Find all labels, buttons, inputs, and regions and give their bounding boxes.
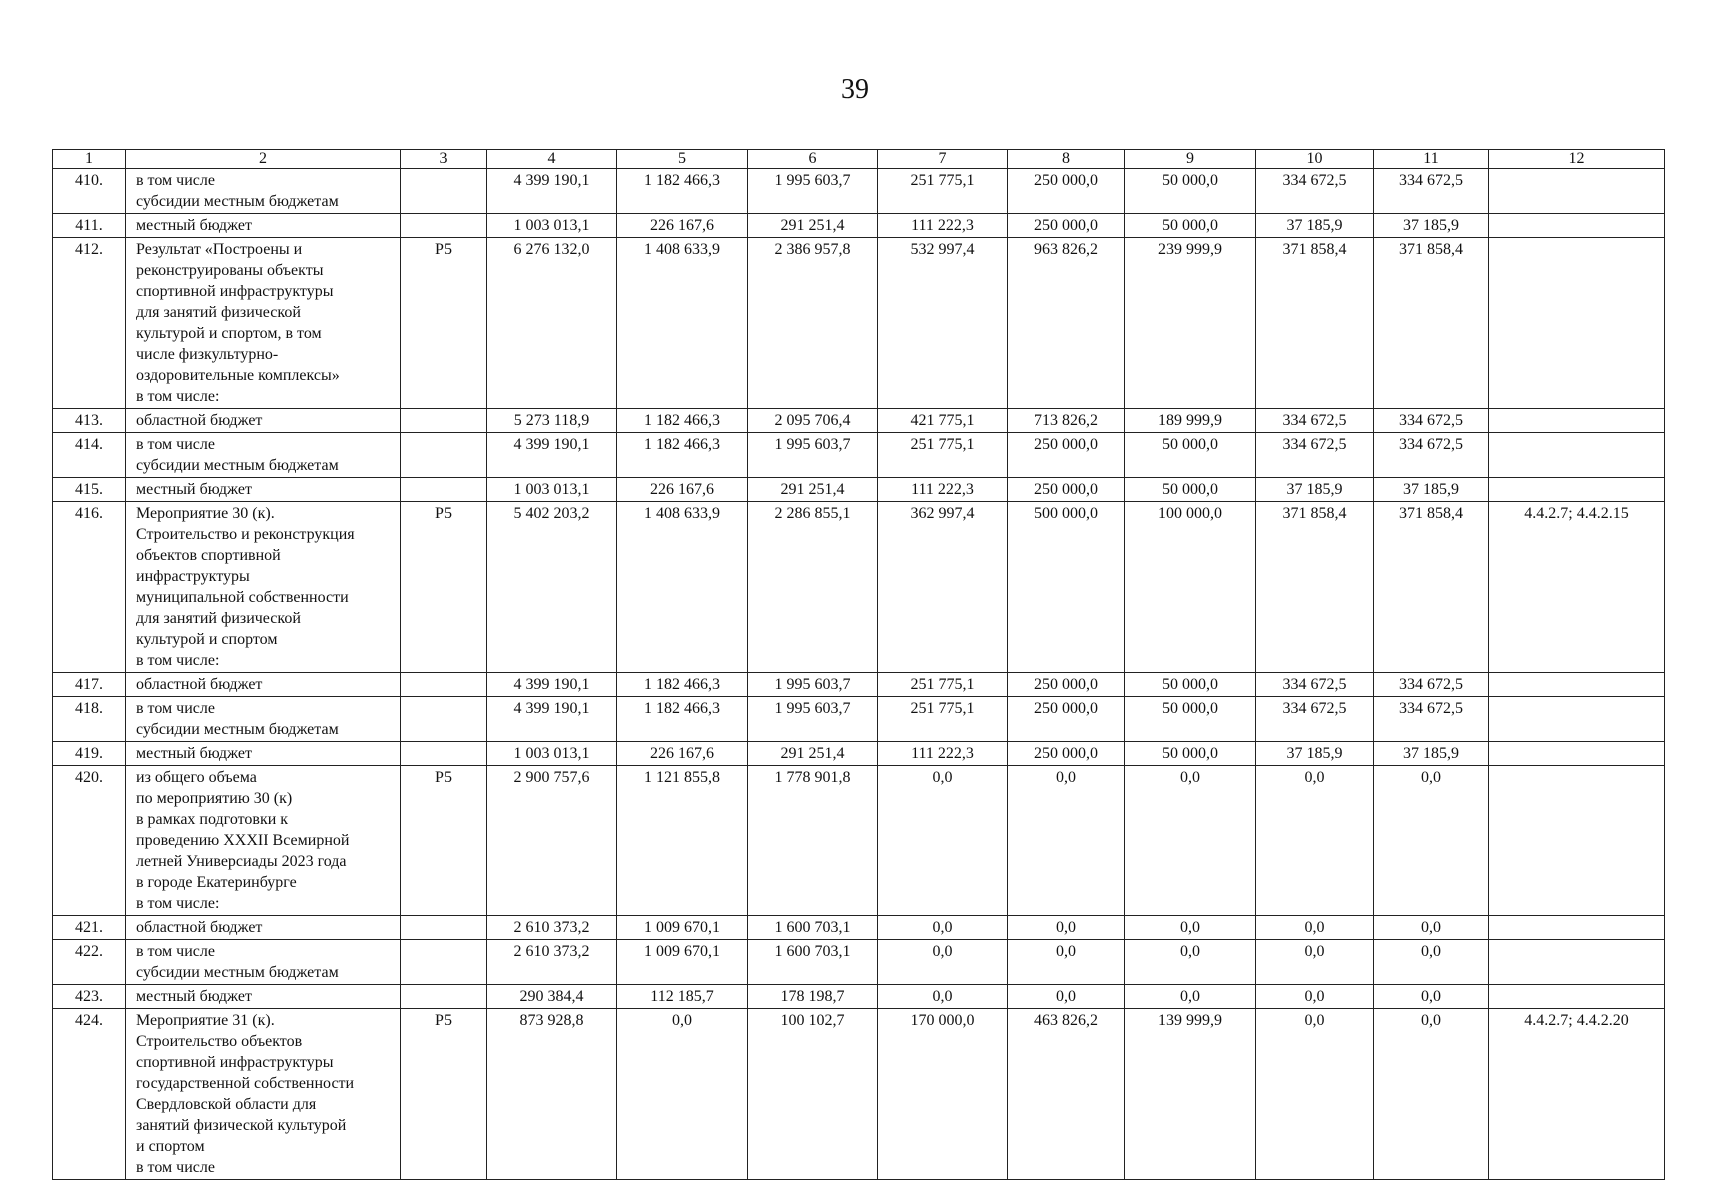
- row-number: 424.: [53, 1009, 126, 1180]
- source-code: P5: [401, 238, 487, 409]
- description-line: в том числе:: [136, 895, 220, 912]
- table-row: [53, 697, 1665, 742]
- value-cell-col-8: 250 000,0: [1008, 742, 1125, 766]
- value-cell-col-4: 4 399 190,1: [487, 169, 617, 214]
- row-number: 420.: [53, 766, 126, 916]
- value-cell-col-10: 0,0: [1256, 1009, 1374, 1180]
- value-cell-col-6: 2 286 855,1: [748, 502, 878, 673]
- description-line: занятий физической культурой: [136, 1117, 347, 1134]
- row-number: 415.: [53, 478, 126, 502]
- row-number: 421.: [53, 916, 126, 940]
- description-line: в том числе: [136, 700, 215, 717]
- table-row: [53, 766, 1665, 916]
- target-indicator-refs: [1489, 985, 1665, 1009]
- value-cell-col-9: 50 000,0: [1125, 214, 1256, 238]
- description-line: областной бюджет: [136, 919, 263, 936]
- source-code: [401, 433, 487, 478]
- source-code: [401, 673, 487, 697]
- value-cell-col-5: 1 009 670,1: [617, 940, 748, 985]
- value-cell-col-6: 100 102,7: [748, 1009, 878, 1180]
- source-code: [401, 985, 487, 1009]
- value-cell-col-11: 371 858,4: [1374, 502, 1489, 673]
- row-description: [126, 940, 401, 985]
- value-cell-col-4: 4 399 190,1: [487, 697, 617, 742]
- target-indicator-refs: [1489, 673, 1665, 697]
- description-line: летней Универсиады 2023 года: [136, 853, 347, 870]
- value-cell-col-9: 0,0: [1125, 916, 1256, 940]
- table-row: [53, 169, 1665, 214]
- table-row: [53, 742, 1665, 766]
- header-row: [53, 150, 1665, 169]
- description-line: в рамках подготовки к: [136, 811, 289, 828]
- value-cell-col-8: 713 826,2: [1008, 409, 1125, 433]
- value-cell-col-4: 873 928,8: [487, 1009, 617, 1180]
- value-cell-col-4: 1 003 013,1: [487, 742, 617, 766]
- table-row: [53, 673, 1665, 697]
- column-header-11: 11: [1374, 150, 1489, 169]
- description-line: Мероприятие 31 (к).: [136, 1012, 275, 1029]
- value-cell-col-7: 0,0: [878, 766, 1008, 916]
- value-cell-col-10: 0,0: [1256, 940, 1374, 985]
- value-cell-col-10: 371 858,4: [1256, 238, 1374, 409]
- value-cell-col-10: 371 858,4: [1256, 502, 1374, 673]
- target-indicator-refs: [1489, 766, 1665, 916]
- value-cell-col-8: 963 826,2: [1008, 238, 1125, 409]
- value-cell-col-10: 37 185,9: [1256, 214, 1374, 238]
- value-cell-col-9: 100 000,0: [1125, 502, 1256, 673]
- table-row: [53, 1009, 1665, 1180]
- description-line: местный бюджет: [136, 988, 252, 1005]
- row-description: [126, 478, 401, 502]
- description-line: в том числе: [136, 1159, 215, 1176]
- value-cell-col-6: 1 995 603,7: [748, 697, 878, 742]
- value-cell-col-5: 226 167,6: [617, 478, 748, 502]
- target-indicator-refs: [1489, 214, 1665, 238]
- column-header-10: 10: [1256, 150, 1374, 169]
- column-header-5: 5: [617, 150, 748, 169]
- description-line: инфраструктуры: [136, 568, 250, 585]
- description-line: проведению XXXII Всемирной: [136, 832, 350, 849]
- description-line: из общего объема: [136, 769, 257, 786]
- target-indicator-refs: [1489, 478, 1665, 502]
- row-number: 410.: [53, 169, 126, 214]
- value-cell-col-9: 0,0: [1125, 985, 1256, 1009]
- target-indicator-refs: 4.4.2.7; 4.4.2.15: [1489, 502, 1665, 673]
- source-code: P5: [401, 502, 487, 673]
- row-number: 417.: [53, 673, 126, 697]
- value-cell-col-5: 1 009 670,1: [617, 916, 748, 940]
- description-line: в том числе: [136, 436, 215, 453]
- source-code: P5: [401, 1009, 487, 1180]
- value-cell-col-10: 334 672,5: [1256, 433, 1374, 478]
- target-indicator-refs: [1489, 238, 1665, 409]
- description-line: субсидии местным бюджетам: [136, 721, 339, 738]
- value-cell-col-7: 251 775,1: [878, 673, 1008, 697]
- description-line: областной бюджет: [136, 412, 263, 429]
- value-cell-col-5: 226 167,6: [617, 214, 748, 238]
- value-cell-col-6: 291 251,4: [748, 478, 878, 502]
- description-line: государственной собственности: [136, 1075, 355, 1092]
- row-description: [126, 169, 401, 214]
- table-row: [53, 238, 1665, 409]
- value-cell-col-10: 0,0: [1256, 766, 1374, 916]
- target-indicator-refs: [1489, 940, 1665, 985]
- description-line: для занятий физической: [136, 304, 301, 321]
- value-cell-col-5: 1 182 466,3: [617, 409, 748, 433]
- table-row: [53, 214, 1665, 238]
- value-cell-col-4: 4 399 190,1: [487, 433, 617, 478]
- description-line: Строительство и реконструкция: [136, 526, 355, 543]
- value-cell-col-11: 37 185,9: [1374, 742, 1489, 766]
- value-cell-col-10: 37 185,9: [1256, 742, 1374, 766]
- description-line: муниципальной собственности: [136, 589, 349, 606]
- value-cell-col-4: 2 610 373,2: [487, 916, 617, 940]
- description-line: Результат «Построены и: [136, 241, 303, 258]
- description-line: по мероприятию 30 (к): [136, 790, 293, 807]
- description-line: в том числе:: [136, 652, 220, 669]
- value-cell-col-6: 1 995 603,7: [748, 433, 878, 478]
- value-cell-col-7: 532 997,4: [878, 238, 1008, 409]
- value-cell-col-9: 50 000,0: [1125, 433, 1256, 478]
- source-code: P5: [401, 766, 487, 916]
- source-code: [401, 478, 487, 502]
- value-cell-col-8: 0,0: [1008, 916, 1125, 940]
- value-cell-col-11: 0,0: [1374, 940, 1489, 985]
- value-cell-col-8: 250 000,0: [1008, 169, 1125, 214]
- value-cell-col-10: 0,0: [1256, 985, 1374, 1009]
- row-number: 413.: [53, 409, 126, 433]
- value-cell-col-4: 5 273 118,9: [487, 409, 617, 433]
- budget-table: [52, 149, 1665, 1180]
- table-row: [53, 478, 1665, 502]
- column-header-9: 9: [1125, 150, 1256, 169]
- value-cell-col-11: 334 672,5: [1374, 697, 1489, 742]
- description-line: Свердловской области для: [136, 1096, 317, 1113]
- value-cell-col-11: 0,0: [1374, 766, 1489, 916]
- row-number: 414.: [53, 433, 126, 478]
- row-description: [126, 697, 401, 742]
- value-cell-col-9: 139 999,9: [1125, 1009, 1256, 1180]
- value-cell-col-9: 0,0: [1125, 940, 1256, 985]
- value-cell-col-6: 291 251,4: [748, 742, 878, 766]
- value-cell-col-5: 1 182 466,3: [617, 433, 748, 478]
- row-description: [126, 766, 401, 916]
- value-cell-col-5: 1 182 466,3: [617, 697, 748, 742]
- value-cell-col-7: 251 775,1: [878, 433, 1008, 478]
- source-code: [401, 940, 487, 985]
- column-header-1: 1: [53, 150, 126, 169]
- row-number: 419.: [53, 742, 126, 766]
- description-line: в том числе: [136, 943, 215, 960]
- column-header-8: 8: [1008, 150, 1125, 169]
- column-header-7: 7: [878, 150, 1008, 169]
- value-cell-col-5: 1 408 633,9: [617, 238, 748, 409]
- description-line: спортивной инфраструктуры: [136, 283, 334, 300]
- row-number: 412.: [53, 238, 126, 409]
- column-header-12: 12: [1489, 150, 1665, 169]
- value-cell-col-6: 2 095 706,4: [748, 409, 878, 433]
- table-row: [53, 502, 1665, 673]
- description-line: областной бюджет: [136, 676, 263, 693]
- value-cell-col-7: 421 775,1: [878, 409, 1008, 433]
- row-description: [126, 916, 401, 940]
- value-cell-col-8: 250 000,0: [1008, 214, 1125, 238]
- source-code: [401, 169, 487, 214]
- budget-table-container: [52, 149, 1664, 1180]
- value-cell-col-8: 0,0: [1008, 985, 1125, 1009]
- value-cell-col-8: 250 000,0: [1008, 433, 1125, 478]
- description-line: местный бюджет: [136, 217, 252, 234]
- value-cell-col-6: 178 198,7: [748, 985, 878, 1009]
- source-code: [401, 697, 487, 742]
- row-description: [126, 1009, 401, 1180]
- value-cell-col-11: 0,0: [1374, 1009, 1489, 1180]
- description-line: числе физкультурно-: [136, 346, 279, 363]
- row-description: [126, 673, 401, 697]
- description-line: и спортом: [136, 1138, 205, 1155]
- value-cell-col-4: 1 003 013,1: [487, 214, 617, 238]
- value-cell-col-8: 0,0: [1008, 940, 1125, 985]
- value-cell-col-7: 362 997,4: [878, 502, 1008, 673]
- description-line: культурой и спортом, в том: [136, 325, 322, 342]
- row-description: [126, 502, 401, 673]
- description-line: для занятий физической: [136, 610, 301, 627]
- description-line: Строительство объектов: [136, 1033, 303, 1050]
- value-cell-col-5: 1 182 466,3: [617, 673, 748, 697]
- column-header-4: 4: [487, 150, 617, 169]
- row-number: 411.: [53, 214, 126, 238]
- value-cell-col-8: 0,0: [1008, 766, 1125, 916]
- table-row: [53, 433, 1665, 478]
- description-line: местный бюджет: [136, 745, 252, 762]
- value-cell-col-6: 291 251,4: [748, 214, 878, 238]
- value-cell-col-7: 111 222,3: [878, 214, 1008, 238]
- table-row: [53, 940, 1665, 985]
- value-cell-col-7: 111 222,3: [878, 742, 1008, 766]
- value-cell-col-8: 463 826,2: [1008, 1009, 1125, 1180]
- description-line: субсидии местным бюджетам: [136, 193, 339, 210]
- value-cell-col-11: 371 858,4: [1374, 238, 1489, 409]
- source-code: [401, 214, 487, 238]
- value-cell-col-5: 112 185,7: [617, 985, 748, 1009]
- target-indicator-refs: [1489, 433, 1665, 478]
- target-indicator-refs: [1489, 169, 1665, 214]
- value-cell-col-11: 334 672,5: [1374, 673, 1489, 697]
- target-indicator-refs: [1489, 409, 1665, 433]
- value-cell-col-11: 0,0: [1374, 916, 1489, 940]
- row-description: [126, 433, 401, 478]
- value-cell-col-11: 334 672,5: [1374, 433, 1489, 478]
- target-indicator-refs: [1489, 916, 1665, 940]
- value-cell-col-4: 2 610 373,2: [487, 940, 617, 985]
- value-cell-col-7: 251 775,1: [878, 697, 1008, 742]
- value-cell-col-6: 1 600 703,1: [748, 940, 878, 985]
- value-cell-col-11: 0,0: [1374, 985, 1489, 1009]
- description-line: оздоровительные комплексы»: [136, 367, 340, 384]
- target-indicator-refs: 4.4.2.7; 4.4.2.20: [1489, 1009, 1665, 1180]
- value-cell-col-5: 0,0: [617, 1009, 748, 1180]
- value-cell-col-4: 2 900 757,6: [487, 766, 617, 916]
- description-line: Мероприятие 30 (к).: [136, 505, 275, 522]
- target-indicator-refs: [1489, 697, 1665, 742]
- value-cell-col-6: 2 386 957,8: [748, 238, 878, 409]
- value-cell-col-9: 189 999,9: [1125, 409, 1256, 433]
- value-cell-col-10: 37 185,9: [1256, 478, 1374, 502]
- table-body: [53, 169, 1665, 1180]
- row-number: 416.: [53, 502, 126, 673]
- target-indicator-refs: [1489, 742, 1665, 766]
- value-cell-col-9: 50 000,0: [1125, 742, 1256, 766]
- source-code: [401, 916, 487, 940]
- value-cell-col-10: 334 672,5: [1256, 169, 1374, 214]
- value-cell-col-4: 4 399 190,1: [487, 673, 617, 697]
- value-cell-col-10: 334 672,5: [1256, 673, 1374, 697]
- row-number: 422.: [53, 940, 126, 985]
- column-header-2: 2: [126, 150, 401, 169]
- value-cell-col-9: 50 000,0: [1125, 673, 1256, 697]
- value-cell-col-8: 250 000,0: [1008, 697, 1125, 742]
- value-cell-col-5: 226 167,6: [617, 742, 748, 766]
- value-cell-col-8: 250 000,0: [1008, 673, 1125, 697]
- description-line: в том числе:: [136, 388, 220, 405]
- value-cell-col-7: 0,0: [878, 916, 1008, 940]
- description-line: субсидии местным бюджетам: [136, 457, 339, 474]
- column-header-3: 3: [401, 150, 487, 169]
- value-cell-col-8: 500 000,0: [1008, 502, 1125, 673]
- value-cell-col-7: 0,0: [878, 940, 1008, 985]
- table-row: [53, 985, 1665, 1009]
- source-code: [401, 742, 487, 766]
- table-row: [53, 409, 1665, 433]
- row-description: [126, 238, 401, 409]
- value-cell-col-6: 1 600 703,1: [748, 916, 878, 940]
- value-cell-col-5: 1 182 466,3: [617, 169, 748, 214]
- column-header-6: 6: [748, 150, 878, 169]
- description-line: культурой и спортом: [136, 631, 278, 648]
- value-cell-col-8: 250 000,0: [1008, 478, 1125, 502]
- value-cell-col-11: 37 185,9: [1374, 478, 1489, 502]
- value-cell-col-9: 0,0: [1125, 766, 1256, 916]
- value-cell-col-10: 334 672,5: [1256, 409, 1374, 433]
- row-description: [126, 742, 401, 766]
- value-cell-col-4: 1 003 013,1: [487, 478, 617, 502]
- row-number: 423.: [53, 985, 126, 1009]
- description-line: объектов спортивной: [136, 547, 281, 564]
- row-number: 418.: [53, 697, 126, 742]
- value-cell-col-7: 251 775,1: [878, 169, 1008, 214]
- value-cell-col-9: 239 999,9: [1125, 238, 1256, 409]
- value-cell-col-11: 334 672,5: [1374, 409, 1489, 433]
- row-description: [126, 409, 401, 433]
- description-line: в том числе: [136, 172, 215, 189]
- value-cell-col-6: 1 995 603,7: [748, 673, 878, 697]
- value-cell-col-5: 1 408 633,9: [617, 502, 748, 673]
- row-description: [126, 985, 401, 1009]
- value-cell-col-5: 1 121 855,8: [617, 766, 748, 916]
- description-line: местный бюджет: [136, 481, 252, 498]
- value-cell-col-9: 50 000,0: [1125, 169, 1256, 214]
- description-line: в городе Екатеринбурге: [136, 874, 297, 891]
- value-cell-col-4: 5 402 203,2: [487, 502, 617, 673]
- table-row: [53, 916, 1665, 940]
- value-cell-col-7: 0,0: [878, 985, 1008, 1009]
- value-cell-col-10: 334 672,5: [1256, 697, 1374, 742]
- page-number: 39: [841, 74, 869, 105]
- value-cell-col-6: 1 778 901,8: [748, 766, 878, 916]
- value-cell-col-11: 37 185,9: [1374, 214, 1489, 238]
- value-cell-col-9: 50 000,0: [1125, 697, 1256, 742]
- source-code: [401, 409, 487, 433]
- value-cell-col-4: 290 384,4: [487, 985, 617, 1009]
- value-cell-col-10: 0,0: [1256, 916, 1374, 940]
- row-description: [126, 214, 401, 238]
- value-cell-col-11: 334 672,5: [1374, 169, 1489, 214]
- value-cell-col-7: 170 000,0: [878, 1009, 1008, 1180]
- value-cell-col-6: 1 995 603,7: [748, 169, 878, 214]
- description-line: спортивной инфраструктуры: [136, 1054, 334, 1071]
- value-cell-col-9: 50 000,0: [1125, 478, 1256, 502]
- value-cell-col-7: 111 222,3: [878, 478, 1008, 502]
- value-cell-col-4: 6 276 132,0: [487, 238, 617, 409]
- description-line: реконструированы объекты: [136, 262, 324, 279]
- description-line: субсидии местным бюджетам: [136, 964, 339, 981]
